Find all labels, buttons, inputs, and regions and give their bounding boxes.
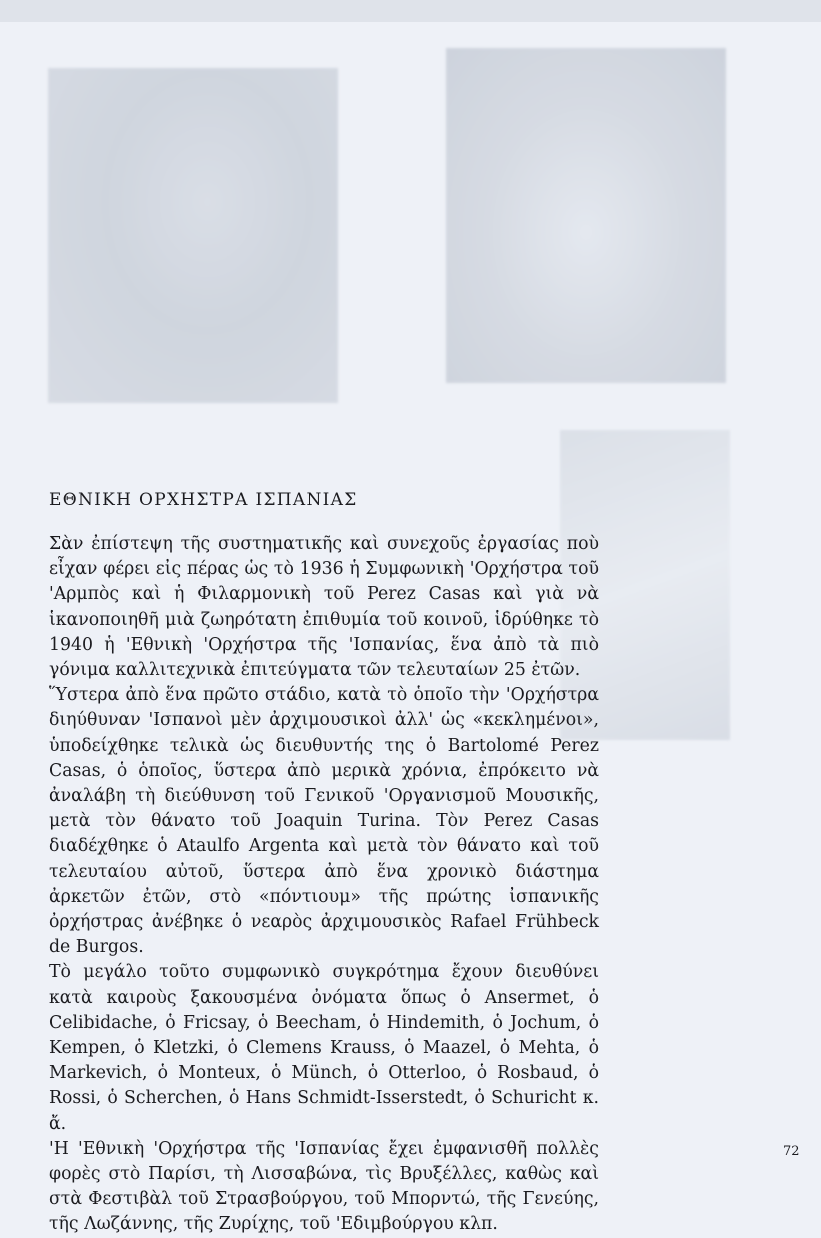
page-number: 72: [783, 1144, 800, 1159]
article: [49, 490, 599, 1238]
paragraph-founding: Σὰν ἐπίστεψη τῆς συστηματικῆς καὶ συνεχοῦς ἐργασίας ποὺ εἶχαν φέρει εἰς πέρας ὡς τὸ 1936 ἡ Συμφωνικὴ 'Ορχήστρα τοῦ 'Αρμπὸς καὶ ἡ Φιλαρμονικὴ τοῦ Perez Casas καὶ γιὰ νὰ ἱκανοποιηθῆ μιὰ ζωηρότατη ἐπιθυμία τοῦ κοινοῦ, ἱδρύθηκε τὸ 1940 ἡ 'Εθνικὴ 'Ορχήστρα τῆς 'Ισπανίας, ἕνα ἀπὸ τὰ πιὸ γόνιμα καλλιτεχνικὰ ἐπιτεύγματα τῶν τελευταίων 25 ἐτῶν.: [49, 534, 599, 681]
bleed-through-photo-left: [48, 68, 338, 403]
paragraph-directors: Ὕστερα ἀπὸ ἕνα πρῶτο στάδιο, κατὰ τὸ ὁποῖο τὴν 'Ορχήστρα διηύθυναν 'Ισπανοὶ μὲν ἀρχιμουσικοὶ ἀλλ' ὡς «κεκλημένοι», ὑποδείχθηκε τελικὰ ὡς διευθυντής της ὁ Bartolomé Perez Casas, ὁ ὁποῖος, ὕστερα ἀπὸ μερικὰ χρόνια, ἐπρόκειτο νὰ ἀναλάβη τὴ διεύθυνση τοῦ Γενικοῦ 'Οργανισμοῦ Μουσικῆς, μετὰ τὸν θάνατο τοῦ Joaquin Turina. Τὸν Perez Casas διαδέχθηκε ὁ Ataulfo Argenta καὶ μετὰ τὸν θάνατο καὶ τοῦ τελευταίου αὐτοῦ, ὕστερα ἀπὸ ἕνα χρονικὸ διάστημα ἀρκετῶν ἐτῶν, στὸ «πόντιουμ» τῆς πρώτης ἰσπανικῆς ὀρχήστρας ἀνέβηκε ὁ νεαρὸς ἀρχιμουσικὸς Rafael Frühbeck de Burgos.: [49, 685, 599, 958]
section-title: ΕΘΝΙΚΗ ΟΡΧΗΣΤΡΑ ΙΣΠΑΝΙΑΣ: [49, 490, 358, 510]
paragraph-guest-conductors: Τὸ μεγάλο τοῦτο συμφωνικὸ συγκρότημα ἔχουν διευθύνει κατὰ καιροὺς ξακουσμένα ὀνόματα ὅπως ὁ Ansermet, ὁ Celibidache, ὁ Fricsay, ὁ Beecham, ὁ Hindemith, ὁ Jochum, ὁ Kempen, ὁ Kletzki, ὁ Clemens Krauss, ὁ Maazel, ὁ Mehta, ὁ Markevich, ὁ Monteux, ὁ Münch, ὁ Otterloo, ὁ Rosbaud, ὁ Rossi, ὁ Scherchen, ὁ Hans Schmidt-Isserstedt, ὁ Schuricht κ. ἄ.: [49, 962, 599, 1134]
paragraph-tours: 'Η 'Εθνικὴ 'Ορχήστρα τῆς 'Ισπανίας ἔχει ἐμφανισθῆ πολλὲς φορὲς στὸ Παρίσι, τὴ Λισσαβώνα, τὶς Βρυξέλλες, καθὼς καὶ στὰ Φεστιβὰλ τοῦ Στρασβούργου, τοῦ Μπορντώ, τῆς Γενεύης, τῆς Λωζάννης, τῆς Ζυρίχης, τοῦ 'Εδιμβούργου κλπ.: [49, 1138, 599, 1235]
bleed-through-photo-right: [446, 48, 726, 383]
scan-edge: [0, 0, 821, 22]
